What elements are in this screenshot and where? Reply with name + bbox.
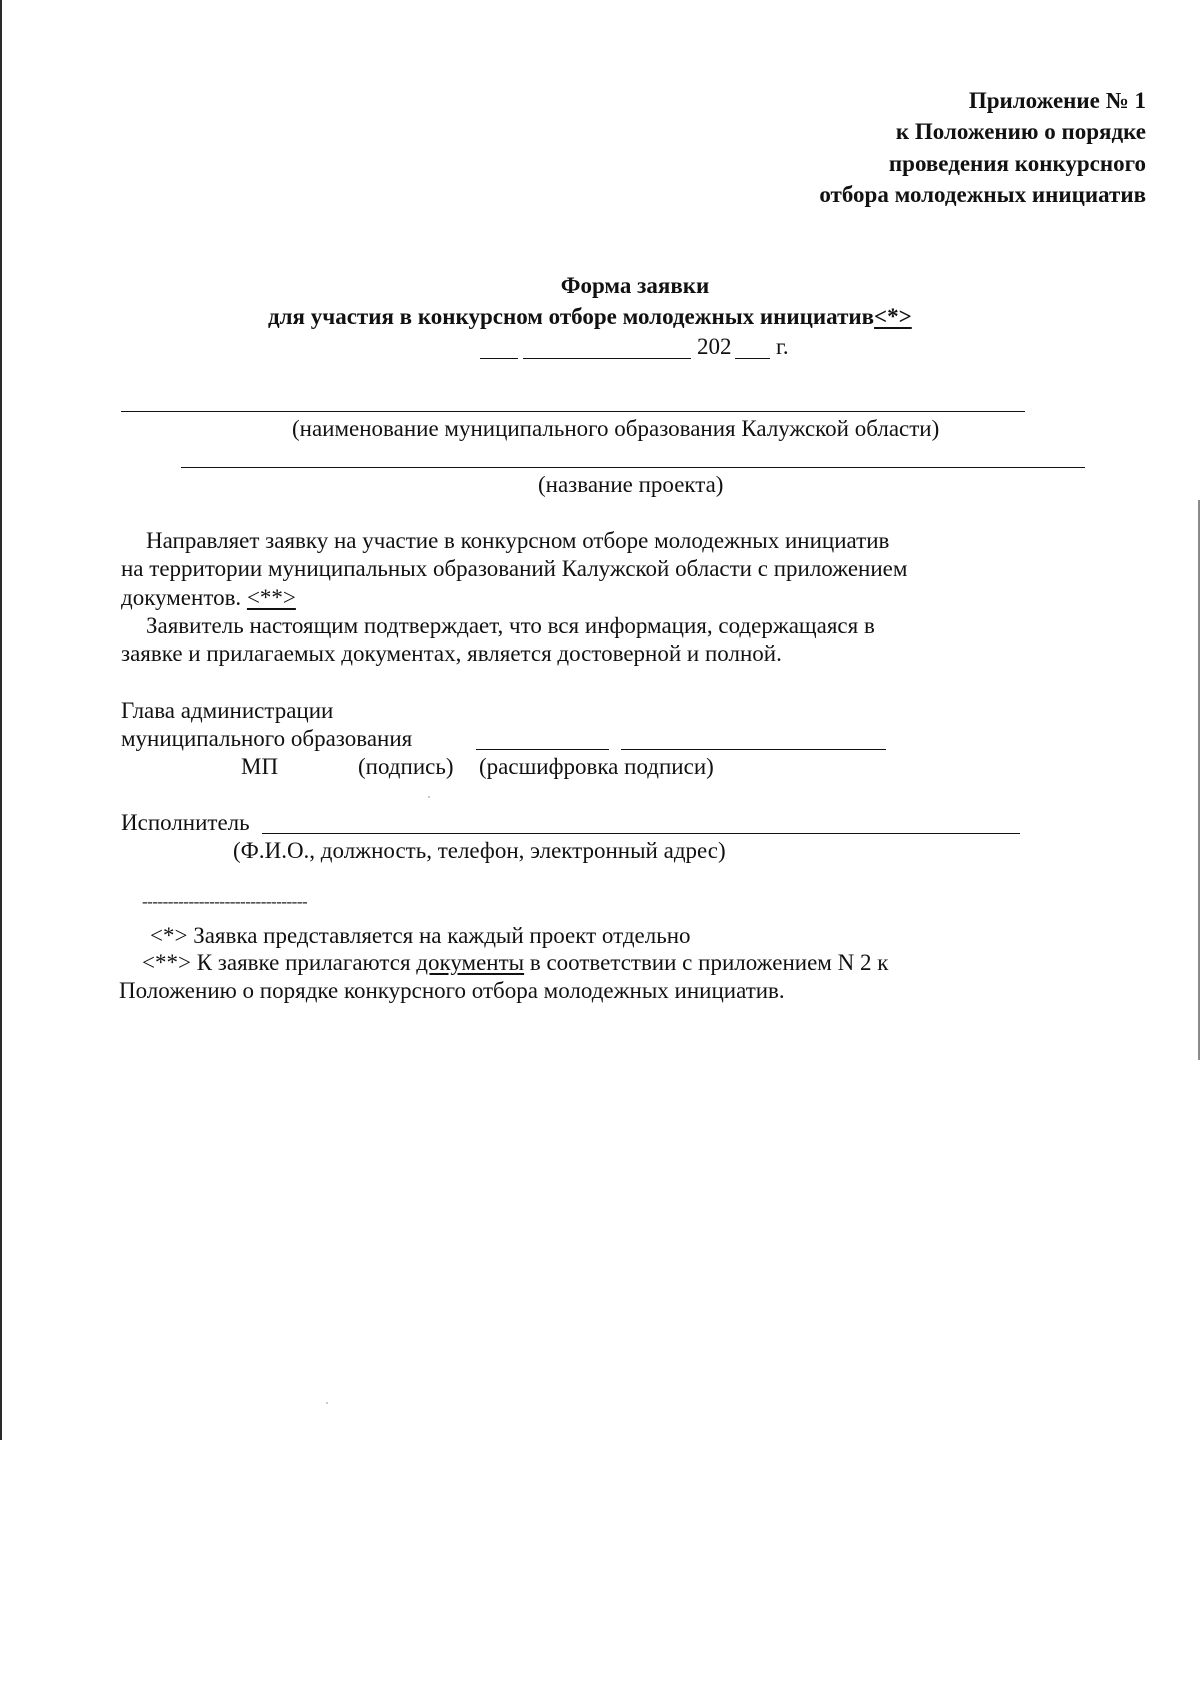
date-suffix: г.: [776, 334, 789, 359]
appendix-line-1: Приложение № 1: [968, 88, 1146, 113]
signature-head-line-1: Глава администрации: [121, 698, 334, 723]
footnote-2-documents-link[interactable]: документы: [416, 950, 525, 975]
signature-decoding-caption: (расшифровка подписи): [479, 754, 714, 779]
para2-line-2: заявке и прилагаемых документах, является достоверной и полной.: [121, 641, 782, 666]
para2-line-1: Заявитель настоящим подтверждает, что вся информация, содержащаяся в: [146, 613, 875, 638]
date-month-blank[interactable]: [523, 358, 691, 359]
appendix-line-3: проведения конкурсного: [888, 151, 1146, 176]
footnote-2-line-1: [142, 949, 888, 977]
appendix-line-2: к Положению о порядке: [895, 119, 1146, 144]
signature-caption: (подпись): [358, 754, 454, 779]
executor-caption: (Ф.И.О., должность, телефон, электронный адрес): [233, 838, 726, 863]
para1-note-link[interactable]: <**>: [246, 585, 296, 610]
para1-line-2: на территории муниципальных образований Калужской области с приложением: [121, 556, 908, 581]
executor-label: Исполнитель: [121, 810, 250, 835]
footnote-separator: --------------------------------: [142, 892, 308, 911]
municipality-caption: (наименование муниципального образования Калужской области): [292, 416, 940, 441]
form-subtitle-note-link[interactable]: <*>: [874, 304, 912, 329]
scan-speck: [326, 1402, 328, 1404]
municipality-field-line[interactable]: [121, 411, 1025, 412]
project-caption: (название проекта): [538, 472, 724, 497]
footnote-2-prefix: <**> К заявке прилагаются: [142, 950, 411, 975]
para1-line-3-text: документов.: [121, 585, 242, 610]
scan-speck: [428, 796, 430, 798]
form-subtitle-text: для участия в конкурсном отборе молодежных инициатив: [268, 304, 875, 329]
signature-decoding-blank[interactable]: [621, 749, 886, 750]
para1-line-1: Направляет заявку на участие в конкурсном отборе молодежных инициатив: [146, 528, 890, 553]
para1-line-3: [121, 584, 296, 612]
signature-blank[interactable]: [476, 749, 609, 750]
form-title: Форма заявки: [560, 273, 710, 298]
seal-label: МП: [241, 754, 279, 779]
date-year: 202: [697, 334, 732, 359]
footnote-1: <*> Заявка представляется на каждый проект отдельно: [150, 923, 691, 948]
executor-field-line[interactable]: [262, 833, 1020, 834]
footnote-2-line-2: Положению о порядке конкурсного отбора молодежных инициатив.: [119, 978, 785, 1003]
form-subtitle: [268, 303, 912, 331]
date-year-blank[interactable]: [735, 358, 770, 359]
footnote-2-suffix: в соответствии с приложением N 2 к: [529, 950, 889, 975]
appendix-line-4: отбора молодежных инициатив: [819, 182, 1146, 207]
date-day-blank[interactable]: [480, 358, 518, 359]
scan-edge-left: [0, 0, 2, 1440]
signature-head-line-2: муниципального образования: [121, 726, 413, 751]
project-field-line[interactable]: [181, 467, 1085, 468]
